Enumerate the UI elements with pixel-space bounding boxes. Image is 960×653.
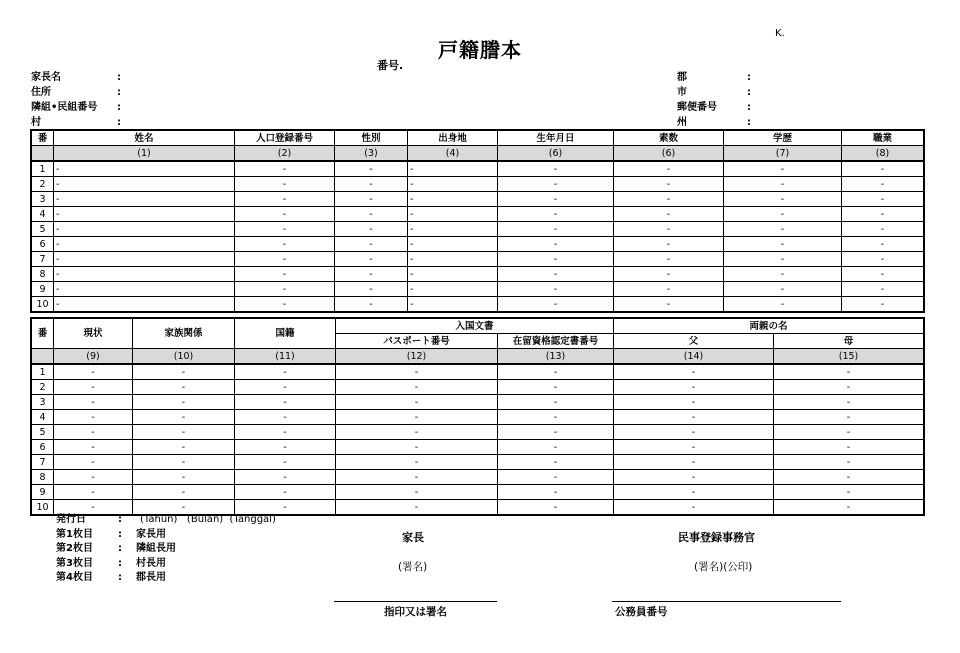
- col-header-father: 父: [614, 334, 774, 349]
- table-cell[interactable]: -: [842, 237, 924, 252]
- table-row: [32, 192, 924, 207]
- copy-label: 第3枚目: [56, 557, 93, 569]
- header-field: [677, 100, 751, 115]
- field-colon: :: [747, 72, 751, 83]
- table-cell[interactable]: -: [408, 207, 498, 222]
- table-cell[interactable]: -: [54, 485, 133, 500]
- header-right-fields: [677, 70, 751, 130]
- row-number: 8: [32, 470, 54, 485]
- field-label: 郵便番号: [677, 102, 717, 113]
- table-cell[interactable]: -: [336, 485, 498, 500]
- field-colon: :: [117, 102, 121, 113]
- table-cell[interactable]: -: [614, 267, 724, 282]
- table-cell[interactable]: -: [235, 282, 335, 297]
- field-label: 郡: [677, 72, 687, 83]
- table-cell[interactable]: -: [614, 410, 774, 425]
- table-cell[interactable]: -: [408, 222, 498, 237]
- table-cell[interactable]: -: [133, 380, 235, 395]
- table-cell[interactable]: -: [54, 410, 133, 425]
- table-cell[interactable]: -: [54, 470, 133, 485]
- table-cell[interactable]: -: [235, 252, 335, 267]
- head-sign-label: (署名): [398, 561, 428, 573]
- table-cell[interactable]: -: [235, 267, 335, 282]
- header-field: [31, 85, 121, 100]
- table-cell[interactable]: -: [614, 425, 774, 440]
- table-cell[interactable]: -: [724, 161, 842, 177]
- table-cell[interactable]: -: [774, 440, 924, 455]
- row-number: 7: [32, 252, 54, 267]
- copy-label: 第2枚目: [56, 543, 93, 554]
- head-title: 家長: [402, 531, 424, 544]
- copy-row: [56, 557, 276, 572]
- row-number: 10: [32, 297, 54, 312]
- table-cell[interactable]: -: [842, 192, 924, 207]
- table-cell[interactable]: -: [235, 455, 336, 470]
- row-number: 1: [32, 364, 54, 380]
- table-row: [32, 282, 924, 297]
- table-row: [32, 410, 924, 425]
- header-field: [677, 85, 751, 100]
- table-cell[interactable]: -: [133, 364, 235, 380]
- table-cell[interactable]: -: [842, 222, 924, 237]
- table-cell[interactable]: -: [498, 282, 614, 297]
- table-cell[interactable]: -: [235, 380, 336, 395]
- table-cell[interactable]: -: [724, 237, 842, 252]
- col-number: (9): [54, 349, 133, 365]
- table-cell[interactable]: -: [336, 380, 498, 395]
- table-cell[interactable]: -: [774, 485, 924, 500]
- row-number: 7: [32, 455, 54, 470]
- header-field: [31, 70, 121, 85]
- table-cell[interactable]: -: [54, 364, 133, 380]
- table-cell[interactable]: -: [336, 410, 498, 425]
- table-cell[interactable]: -: [774, 455, 924, 470]
- issue-date-label: 発行日: [56, 514, 86, 525]
- copy-row: [56, 528, 276, 543]
- table-cell[interactable]: -: [408, 267, 498, 282]
- table-cell[interactable]: -: [408, 297, 498, 312]
- col-number: (6): [614, 146, 724, 162]
- col-number: [32, 349, 54, 365]
- table-cell[interactable]: -: [335, 177, 408, 192]
- table-cell[interactable]: -: [614, 395, 774, 410]
- table-cell[interactable]: -: [614, 222, 724, 237]
- table-cell[interactable]: -: [235, 192, 335, 207]
- table-row: [32, 207, 924, 222]
- table-row: [32, 380, 924, 395]
- table-row: [32, 455, 924, 470]
- table-cell[interactable]: -: [235, 222, 335, 237]
- table-row: [32, 297, 924, 312]
- row-number: 3: [32, 395, 54, 410]
- table-cell[interactable]: -: [614, 364, 774, 380]
- col-number: (10): [133, 349, 235, 365]
- officer-line-label: 公務員番号: [615, 606, 668, 618]
- field-colon: :: [117, 72, 121, 83]
- table-cell[interactable]: -: [724, 267, 842, 282]
- table-cell[interactable]: -: [842, 252, 924, 267]
- table-cell[interactable]: -: [614, 207, 724, 222]
- table-cell[interactable]: -: [842, 282, 924, 297]
- copy-colon: :: [118, 543, 122, 554]
- col-header-immigration: 入国文書: [336, 319, 614, 334]
- table-cell[interactable]: -: [774, 470, 924, 485]
- table-cell[interactable]: -: [54, 192, 235, 207]
- table-cell[interactable]: -: [498, 207, 614, 222]
- field-label: 隣組•民組番号: [31, 102, 98, 113]
- row-number: 4: [32, 410, 54, 425]
- col-header-relation: 家族関係: [133, 319, 235, 349]
- table-cell[interactable]: -: [724, 222, 842, 237]
- table-cell[interactable]: -: [54, 297, 235, 312]
- document-title: 戸籍謄本: [438, 38, 522, 62]
- table-cell[interactable]: -: [614, 440, 774, 455]
- officer-signature-line: [612, 601, 841, 602]
- table-cell[interactable]: -: [235, 177, 335, 192]
- table-cell[interactable]: -: [498, 237, 614, 252]
- table-cell[interactable]: -: [336, 500, 498, 515]
- table-cell[interactable]: -: [54, 425, 133, 440]
- table-cell[interactable]: -: [614, 161, 724, 177]
- col-header-passport: パスポート番号: [336, 334, 498, 349]
- header-field: [677, 115, 751, 130]
- table-cell[interactable]: -: [235, 297, 335, 312]
- copy-label: 第4枚目: [56, 572, 93, 583]
- copy-label: 第1枚目: [56, 528, 93, 540]
- table-row: [32, 252, 924, 267]
- table-cell[interactable]: -: [724, 252, 842, 267]
- table-cell[interactable]: -: [54, 395, 133, 410]
- copy-colon: :: [118, 557, 122, 569]
- table-cell[interactable]: -: [335, 282, 408, 297]
- table-cell[interactable]: -: [614, 177, 724, 192]
- table-cell[interactable]: -: [235, 161, 335, 177]
- col-number: (2): [235, 146, 335, 162]
- table-row: [32, 425, 924, 440]
- col-number: (15): [774, 349, 924, 365]
- table-cell[interactable]: -: [235, 410, 336, 425]
- header-field: [31, 115, 121, 130]
- col-header-nationality: 国籍: [235, 319, 336, 349]
- table-cell[interactable]: -: [336, 395, 498, 410]
- table-row: [32, 222, 924, 237]
- table-cell[interactable]: -: [54, 161, 235, 177]
- copy-row: [56, 542, 276, 557]
- table-cell[interactable]: -: [133, 395, 235, 410]
- table-cell[interactable]: -: [498, 364, 614, 380]
- table-cell[interactable]: -: [498, 177, 614, 192]
- table-cell[interactable]: -: [498, 252, 614, 267]
- col-header-sex: 性別: [335, 131, 408, 146]
- field-label: 家長名: [31, 72, 61, 83]
- field-colon: :: [117, 117, 121, 128]
- table-cell[interactable]: -: [335, 237, 408, 252]
- table-cell[interactable]: -: [774, 425, 924, 440]
- table-cell[interactable]: -: [54, 282, 235, 297]
- table-cell[interactable]: -: [408, 177, 498, 192]
- table-cell[interactable]: -: [54, 222, 235, 237]
- row-number: 8: [32, 267, 54, 282]
- officer-title: 民事登録事務官: [678, 531, 755, 544]
- table-cell[interactable]: -: [133, 425, 235, 440]
- table-row: [32, 470, 924, 485]
- table-cell[interactable]: -: [842, 297, 924, 312]
- table-cell[interactable]: -: [54, 267, 235, 282]
- col-header-education: 学歴: [724, 131, 842, 146]
- col-number: (1): [54, 146, 235, 162]
- field-label: 市: [677, 87, 687, 98]
- row-number: 6: [32, 237, 54, 252]
- table-cell[interactable]: -: [614, 252, 724, 267]
- header-field: [677, 70, 751, 85]
- issue-date-colon: :: [118, 514, 122, 525]
- table-cell[interactable]: -: [335, 192, 408, 207]
- copy-value: 村長用: [136, 557, 166, 569]
- table-row: [32, 395, 924, 410]
- table-cell[interactable]: -: [408, 161, 498, 177]
- table-cell[interactable]: -: [54, 455, 133, 470]
- table-cell[interactable]: -: [614, 470, 774, 485]
- copy-value: 郡長用: [136, 572, 166, 583]
- table-cell[interactable]: -: [774, 364, 924, 380]
- table-cell[interactable]: -: [774, 500, 924, 515]
- col-header-birthplace: 出身地: [408, 131, 498, 146]
- col-header-prime: 素数: [614, 131, 724, 146]
- table-cell[interactable]: -: [498, 380, 614, 395]
- table-cell[interactable]: -: [498, 425, 614, 440]
- table-cell[interactable]: -: [335, 267, 408, 282]
- header-left-fields: [31, 70, 121, 130]
- field-label: 住所: [31, 87, 51, 98]
- field-colon: :: [747, 117, 751, 128]
- col-header-birthdate: 生年月日: [498, 131, 614, 146]
- table-cell[interactable]: -: [408, 282, 498, 297]
- row-number: 5: [32, 425, 54, 440]
- row-number: 2: [32, 380, 54, 395]
- col-number: (11): [235, 349, 336, 365]
- row-number: 5: [32, 222, 54, 237]
- col-number: (7): [724, 146, 842, 162]
- table-cell[interactable]: -: [498, 192, 614, 207]
- table-cell[interactable]: -: [133, 470, 235, 485]
- head-line-label: 指印又は署名: [384, 606, 447, 618]
- copy-value: 隣組長用: [136, 543, 176, 554]
- table-cell[interactable]: -: [235, 440, 336, 455]
- table-cell[interactable]: -: [498, 500, 614, 515]
- table-cell[interactable]: -: [235, 485, 336, 500]
- row-number: 1: [32, 161, 54, 177]
- col-header-residence: 在留資格認定書番号: [498, 334, 614, 349]
- table-cell[interactable]: -: [408, 192, 498, 207]
- table-cell[interactable]: -: [614, 297, 724, 312]
- table-cell[interactable]: -: [235, 470, 336, 485]
- table-cell[interactable]: -: [408, 237, 498, 252]
- col-number: (4): [408, 146, 498, 162]
- table-row: [32, 364, 924, 380]
- copy-row: [56, 571, 276, 586]
- copy-colon: :: [118, 528, 122, 540]
- table-cell[interactable]: -: [54, 440, 133, 455]
- table-cell[interactable]: -: [614, 380, 774, 395]
- row-number: 9: [32, 485, 54, 500]
- row-number: 10: [32, 500, 54, 515]
- table-row: [32, 485, 924, 500]
- table-cell[interactable]: -: [133, 500, 235, 515]
- table-cell[interactable]: -: [498, 440, 614, 455]
- table-cell[interactable]: -: [498, 455, 614, 470]
- table-cell[interactable]: -: [133, 440, 235, 455]
- table-cell[interactable]: -: [54, 207, 235, 222]
- col-number: (14): [614, 349, 774, 365]
- col-number: (13): [498, 349, 614, 365]
- field-label: 州: [677, 117, 687, 128]
- field-colon: :: [117, 87, 121, 98]
- table1-header-row: [32, 131, 924, 146]
- table2-header-row: [32, 319, 924, 334]
- table-cell[interactable]: -: [336, 364, 498, 380]
- table-cell[interactable]: -: [235, 237, 335, 252]
- issue-date-row: [56, 513, 276, 528]
- table-cell[interactable]: -: [133, 485, 235, 500]
- issue-date-value: (Tahun) (Bulan) (Tanggal): [140, 514, 276, 525]
- family-status-table: [31, 318, 924, 515]
- col-number: (3): [335, 146, 408, 162]
- table-cell[interactable]: -: [408, 252, 498, 267]
- table-cell[interactable]: -: [335, 222, 408, 237]
- table-cell[interactable]: -: [54, 380, 133, 395]
- table-cell[interactable]: -: [842, 177, 924, 192]
- row-number: 2: [32, 177, 54, 192]
- col-header-number: 番: [32, 131, 54, 146]
- col-header-number: 番: [32, 319, 54, 349]
- table-cell[interactable]: -: [336, 425, 498, 440]
- table-cell[interactable]: -: [498, 470, 614, 485]
- table-cell[interactable]: -: [235, 207, 335, 222]
- table-cell[interactable]: -: [774, 380, 924, 395]
- header-field: [31, 100, 121, 115]
- table-cell[interactable]: -: [335, 252, 408, 267]
- col-header-mother: 母: [774, 334, 924, 349]
- copy-colon: :: [118, 572, 122, 583]
- row-number: 3: [32, 192, 54, 207]
- col-header-parents: 両親の名: [614, 319, 924, 334]
- copy-value: 家長用: [136, 528, 166, 540]
- footer-issue-info: [56, 513, 276, 586]
- col-header-status: 現状: [54, 319, 133, 349]
- table-cell[interactable]: -: [336, 470, 498, 485]
- table-cell[interactable]: -: [774, 395, 924, 410]
- table-cell[interactable]: -: [235, 395, 336, 410]
- table-cell[interactable]: -: [842, 207, 924, 222]
- table-cell[interactable]: -: [235, 500, 336, 515]
- corner-mark: K.: [775, 28, 785, 39]
- table-cell[interactable]: -: [842, 267, 924, 282]
- col-number: (6): [498, 146, 614, 162]
- table-cell[interactable]: -: [54, 237, 235, 252]
- table-cell[interactable]: -: [336, 455, 498, 470]
- field-colon: :: [747, 102, 751, 113]
- table-cell[interactable]: -: [498, 297, 614, 312]
- table-cell[interactable]: -: [335, 161, 408, 177]
- col-header-registration: 人口登録番号: [235, 131, 335, 146]
- row-number: 9: [32, 282, 54, 297]
- table-row: [32, 440, 924, 455]
- table-cell[interactable]: -: [614, 485, 774, 500]
- table-cell[interactable]: -: [724, 177, 842, 192]
- table-row: [32, 267, 924, 282]
- col-header-occupation: 職業: [842, 131, 924, 146]
- table-cell[interactable]: -: [235, 425, 336, 440]
- table-cell[interactable]: -: [133, 410, 235, 425]
- table-cell[interactable]: -: [614, 237, 724, 252]
- table-cell[interactable]: -: [724, 297, 842, 312]
- table-cell[interactable]: -: [498, 395, 614, 410]
- table-cell[interactable]: -: [498, 267, 614, 282]
- col-number: (12): [336, 349, 498, 365]
- table-cell[interactable]: -: [724, 282, 842, 297]
- head-signature-line: [334, 601, 497, 602]
- table-cell[interactable]: -: [235, 364, 336, 380]
- field-label: 村: [31, 117, 41, 128]
- row-number: 4: [32, 207, 54, 222]
- table-cell[interactable]: -: [335, 207, 408, 222]
- table-cell[interactable]: -: [498, 222, 614, 237]
- table-row: [32, 161, 924, 177]
- table-cell[interactable]: -: [335, 297, 408, 312]
- table-cell[interactable]: -: [614, 192, 724, 207]
- col-number: (8): [842, 146, 924, 162]
- table-cell[interactable]: -: [133, 455, 235, 470]
- table-cell[interactable]: -: [498, 410, 614, 425]
- table-cell[interactable]: -: [54, 500, 133, 515]
- table-row: [32, 237, 924, 252]
- table-row: [32, 177, 924, 192]
- col-header-name: 姓名: [54, 131, 235, 146]
- table-cell[interactable]: -: [614, 282, 724, 297]
- officer-sign-label: (署名)(公印): [694, 561, 753, 573]
- table-cell[interactable]: -: [54, 177, 235, 192]
- table-cell[interactable]: -: [842, 161, 924, 177]
- col-number: [32, 146, 54, 162]
- table-cell[interactable]: -: [724, 207, 842, 222]
- family-members-table: [31, 130, 924, 312]
- table-cell[interactable]: -: [336, 440, 498, 455]
- table1-number-row: [32, 146, 924, 162]
- table-cell[interactable]: -: [498, 161, 614, 177]
- field-colon: :: [747, 87, 751, 98]
- table-cell[interactable]: -: [54, 252, 235, 267]
- document-number-label: 番号.: [377, 59, 404, 72]
- table-cell[interactable]: -: [614, 455, 774, 470]
- table-cell[interactable]: -: [498, 485, 614, 500]
- table-cell[interactable]: -: [774, 410, 924, 425]
- row-number: 6: [32, 440, 54, 455]
- table-cell[interactable]: -: [724, 192, 842, 207]
- table-cell[interactable]: -: [614, 500, 774, 515]
- table2-number-row: [32, 349, 924, 365]
